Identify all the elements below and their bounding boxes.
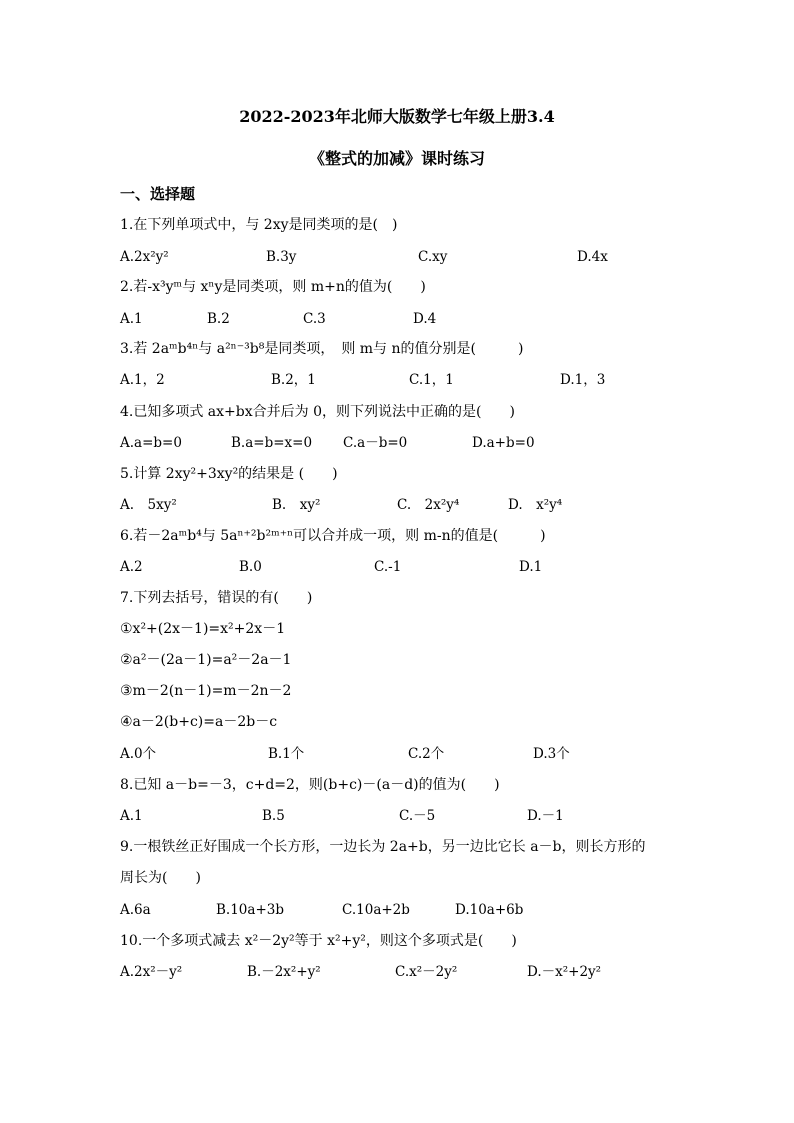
q3-option-b: B.2，1 bbox=[271, 372, 316, 388]
q7-option-d: D.3个 bbox=[533, 746, 570, 762]
q9-option-c: C.10a+2b bbox=[342, 902, 410, 918]
question-2-stem: 2.若-x³yᵐ与 xⁿy是同类项，则 m+n的值为( ) bbox=[120, 279, 426, 295]
q4-option-c: C.a－b=0 bbox=[343, 435, 408, 451]
question-3-stem: 3.若 2aᵐb⁴ⁿ与 a²ⁿ⁻³b⁸是同类项， 则 m与 n的值分别是( ) bbox=[120, 341, 524, 357]
q9-option-d: D.10a+6b bbox=[455, 902, 524, 918]
q8-option-c: C.－5 bbox=[399, 808, 436, 824]
q10-option-c: C.x²－2y² bbox=[395, 964, 458, 980]
section-heading-choice: 一、选择题 bbox=[120, 185, 196, 203]
q7-item-2: ②a²－(2a－1)=a²－2a－1 bbox=[120, 652, 292, 668]
q1-option-b: B.3y bbox=[266, 249, 297, 265]
question-5-stem: 5.计算 2xy²+3xy²的结果是 ( ) bbox=[120, 466, 338, 482]
q4-option-b: B.a=b=x=0 bbox=[231, 435, 313, 451]
q5-option-b: B. xy² bbox=[272, 497, 321, 513]
q4-option-a: A.a=b=0 bbox=[120, 435, 182, 451]
q3-option-c: C.1，1 bbox=[409, 372, 454, 388]
q3-option-a: A.1，2 bbox=[120, 372, 165, 388]
q9-option-a: A.6a bbox=[120, 902, 151, 918]
q2-option-c: C.3 bbox=[303, 311, 326, 327]
q6-option-c: C.-1 bbox=[374, 559, 402, 575]
q5-option-c: C. 2x²y⁴ bbox=[397, 497, 460, 513]
question-4-stem: 4.已知多项式 ax+bx合并后为 0，则下列说法中正确的是( ) bbox=[120, 404, 515, 420]
question-7-stem: 7.下列去括号，错误的有( ) bbox=[120, 590, 313, 606]
q10-option-a: A.2x²－y² bbox=[120, 964, 183, 980]
q9-option-b: B.10a+3b bbox=[216, 902, 284, 918]
q2-option-d: D.4 bbox=[413, 311, 437, 327]
question-10-stem: 10.一个多项式减去 x²－2y²等于 x²+y²，则这个多项式是( ) bbox=[120, 933, 517, 949]
q1-option-a: A.2x²y² bbox=[120, 249, 169, 265]
q8-option-d: D.－1 bbox=[527, 808, 564, 824]
question-6-stem: 6.若－2aᵐb⁴与 5aⁿ⁺²b²ᵐ⁺ⁿ可以合并成一项，则 m-n的值是( ) bbox=[120, 528, 546, 544]
q10-option-d: D.－x²+2y² bbox=[527, 964, 602, 980]
q8-option-a: A.1 bbox=[120, 808, 143, 824]
q7-item-1: ①x²+(2x－1)=x²+2x－1 bbox=[120, 621, 286, 637]
question-9-stem-continued: 周长为( ) bbox=[120, 870, 201, 886]
document-title-line2: 《整式的加减》课时练习 bbox=[308, 149, 485, 168]
document-title-line1: 2022-2023年北师大版数学七年级上册3.4 bbox=[239, 107, 555, 126]
q10-option-b: B.－2x²+y² bbox=[247, 964, 321, 980]
q7-option-b: B.1个 bbox=[268, 746, 305, 762]
q1-option-d: D.4x bbox=[577, 249, 608, 265]
q8-option-b: B.5 bbox=[262, 808, 285, 824]
q2-option-a: A.1 bbox=[120, 311, 143, 327]
q6-option-b: B.0 bbox=[239, 559, 262, 575]
q5-option-d: D. x²y⁴ bbox=[508, 497, 563, 513]
question-9-stem: 9.一根铁丝正好围成一个长方形，一边长为 2a+b，另一边比它长 a－b，则长方形的 bbox=[120, 839, 646, 855]
q7-option-a: A.0个 bbox=[120, 746, 157, 762]
q5-option-a: A. 5xy² bbox=[120, 497, 177, 513]
q1-option-c: C.xy bbox=[418, 249, 448, 265]
q4-option-d: D.a+b=0 bbox=[472, 435, 535, 451]
q7-item-3: ③m－2(n－1)=m－2n－2 bbox=[120, 683, 292, 699]
q7-item-4: ④a－2(b+c)=a－2b－c bbox=[120, 714, 278, 730]
q7-option-c: C.2个 bbox=[408, 746, 445, 762]
q6-option-d: D.1 bbox=[519, 559, 543, 575]
q3-option-d: D.1，3 bbox=[560, 372, 606, 388]
question-8-stem: 8.已知 a－b=－3，c+d=2，则(b+c)－(a－d)的值为( ) bbox=[120, 777, 500, 793]
q2-option-b: B.2 bbox=[207, 311, 230, 327]
q6-option-a: A.2 bbox=[120, 559, 143, 575]
question-1-stem: 1.在下列单项式中，与 2xy是同类项的是( ) bbox=[120, 217, 398, 233]
